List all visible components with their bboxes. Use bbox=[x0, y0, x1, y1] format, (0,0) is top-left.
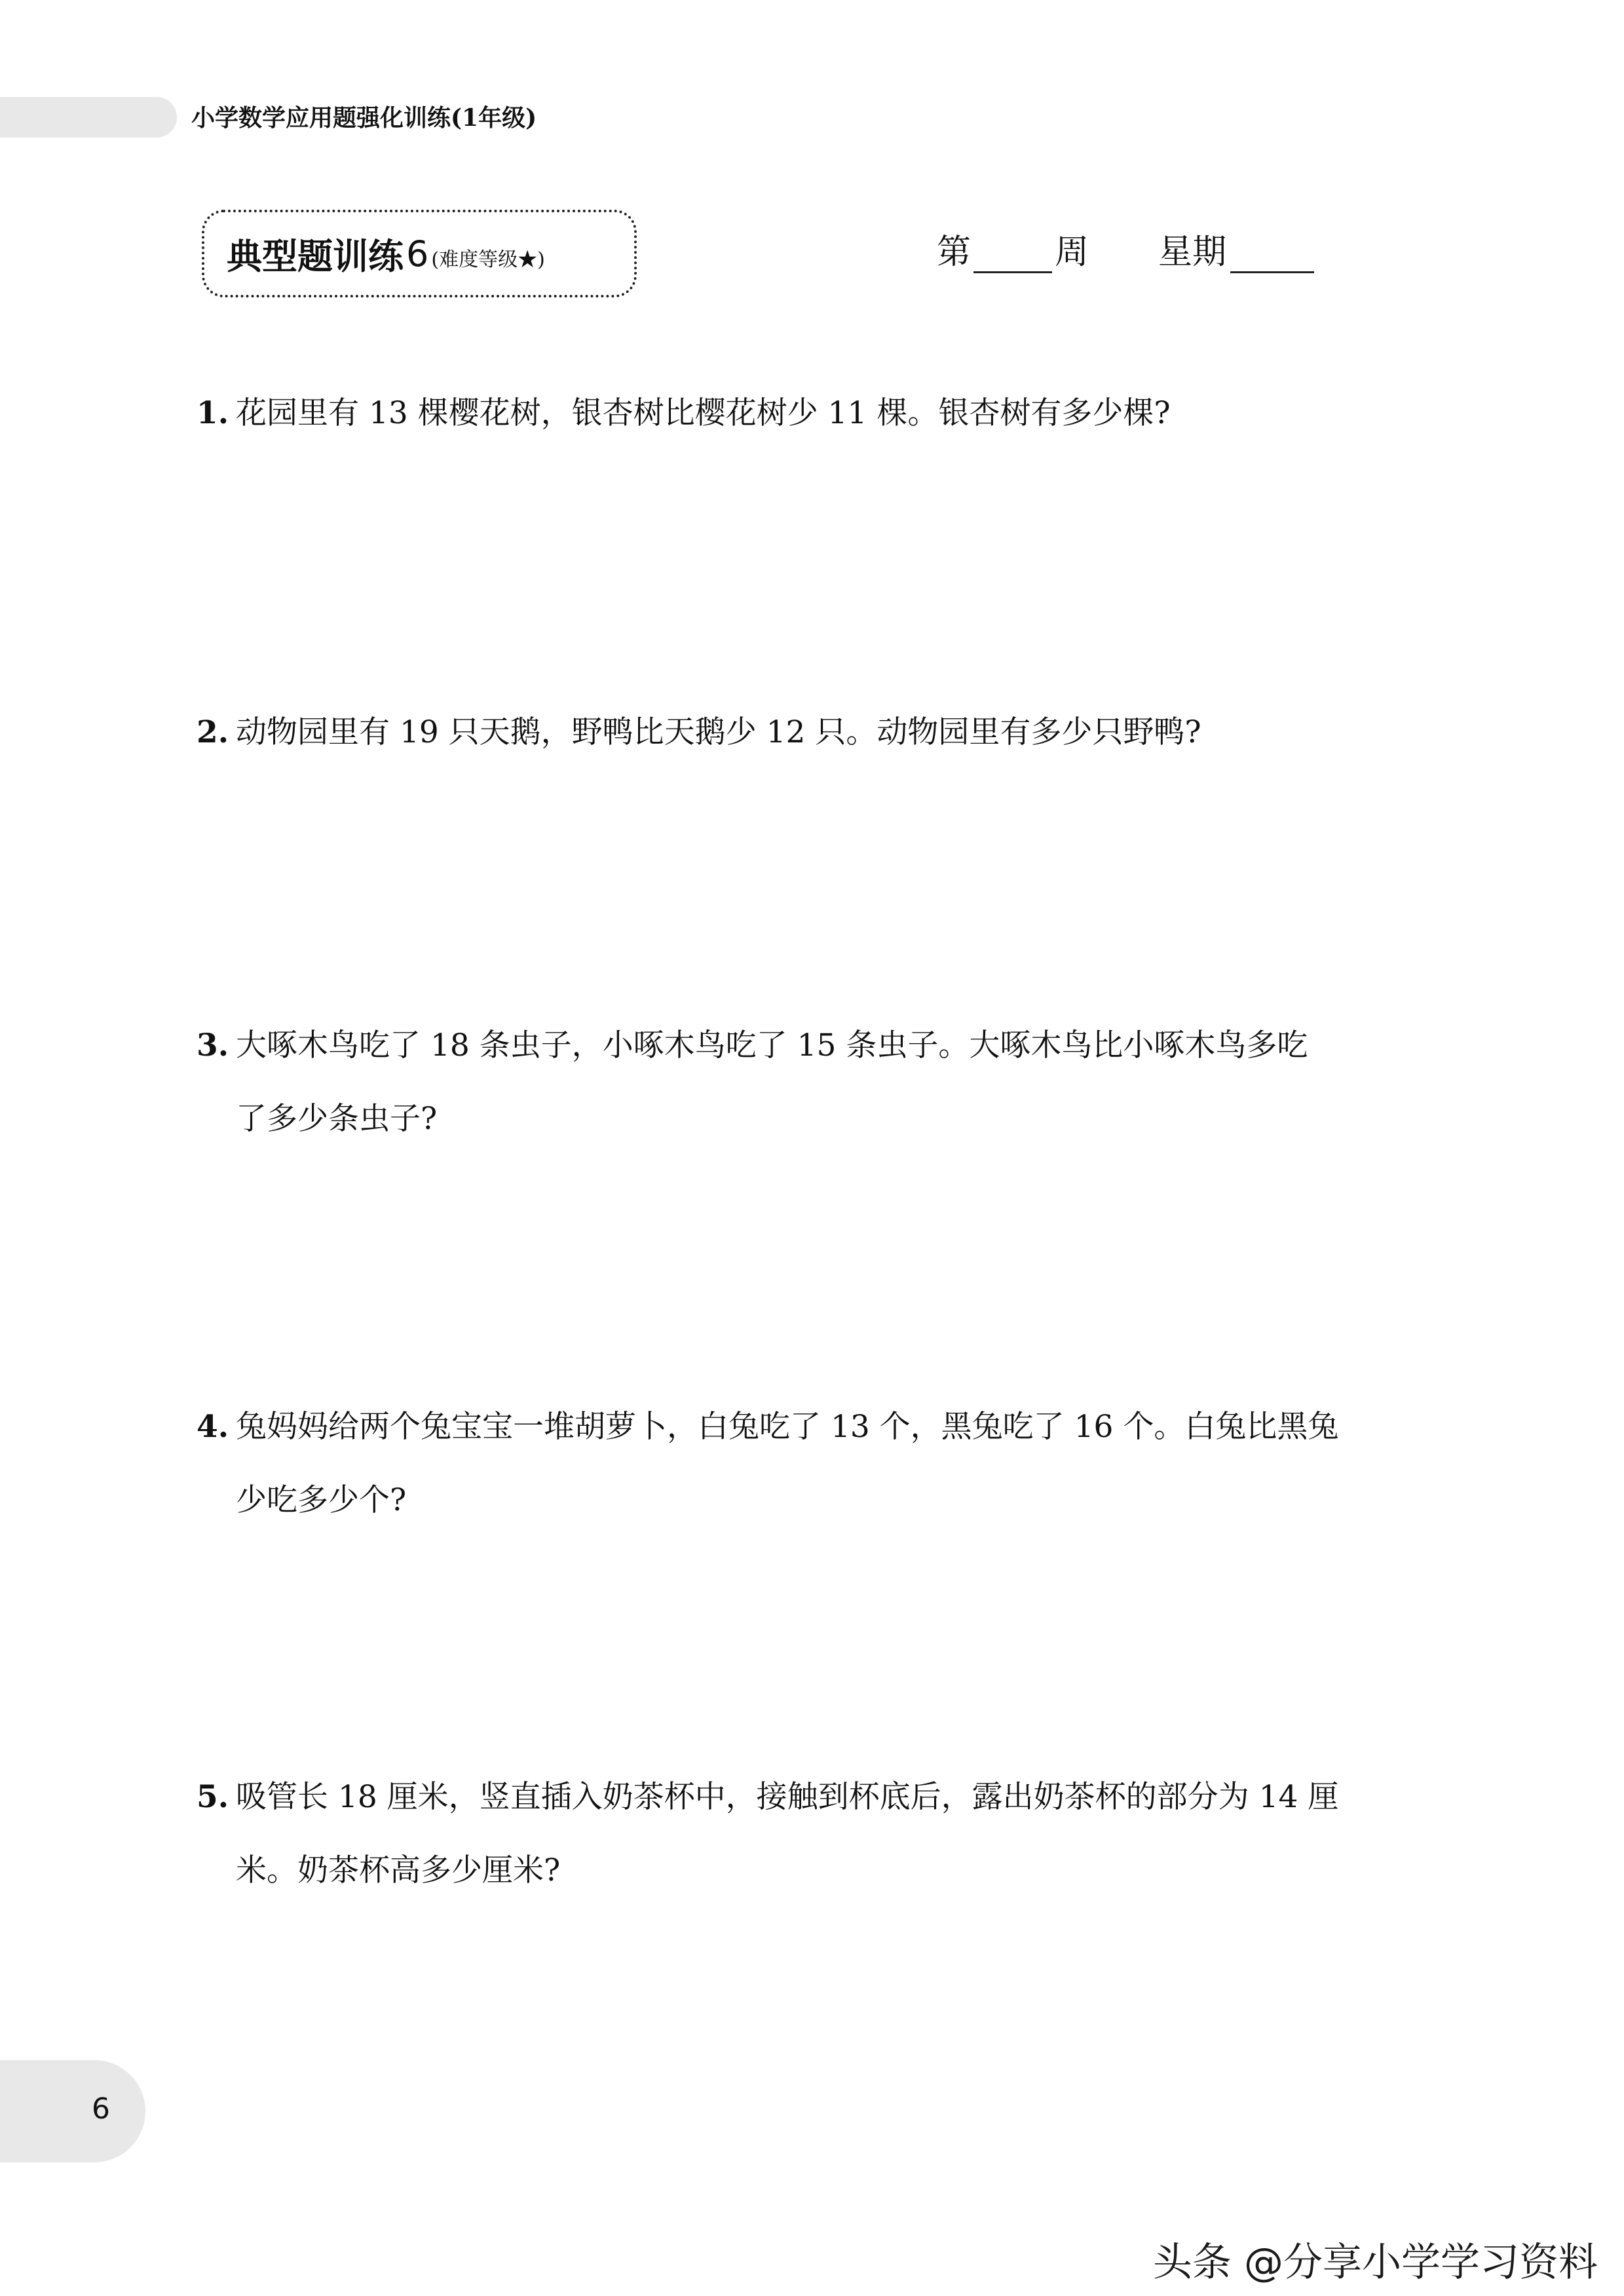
problem-text: 动物园里有 19 只天鹅，野鸭比天鹅少 12 只。动物园里有多少只野鸭? bbox=[236, 714, 1201, 750]
problem-text: 兔妈妈给两个兔宝宝一堆胡萝卜，白兔吃了 13 个，黑兔吃了 16 个。白兔比黑兔 bbox=[236, 1409, 1339, 1445]
header-tab bbox=[0, 97, 177, 138]
problem-text: 吸管长 18 厘米，竖直插入奶茶杯中，接触到杯底后，露出奶茶杯的部分为 14 厘 bbox=[236, 1779, 1339, 1815]
week-blank[interactable] bbox=[973, 225, 1052, 273]
problem-number: 2. bbox=[197, 714, 229, 750]
book-title: 小学数学应用题强化训练(1年级) bbox=[191, 104, 537, 132]
running-header bbox=[0, 97, 721, 138]
problem-text: 大啄木鸟吃了 18 条虫子，小啄木鸟吃了 15 条虫子。大啄木鸟比小啄木鸟多吃 bbox=[236, 1027, 1308, 1063]
problem-number: 1. bbox=[197, 395, 229, 431]
section-number: 6 bbox=[406, 233, 429, 275]
problem-number: 4. bbox=[197, 1409, 229, 1445]
problem-text-continued: 米。奶茶杯高多少厘米? bbox=[236, 1852, 561, 1888]
problem-3 bbox=[197, 1009, 1454, 1156]
weekday-blank[interactable] bbox=[1230, 225, 1314, 273]
section-title: 典型题训练 bbox=[227, 235, 404, 277]
problem-number: 5. bbox=[197, 1779, 229, 1815]
weekday-label: 星期 bbox=[1158, 233, 1227, 272]
problem-text-continued: 了多少条虫子? bbox=[236, 1101, 438, 1137]
section-heading-box bbox=[202, 210, 637, 297]
week-label: 周 bbox=[1055, 233, 1089, 272]
problem-5 bbox=[197, 1761, 1454, 1907]
watermark: 头条 @分享小学学习资料 bbox=[1152, 2240, 1598, 2286]
problem-number: 3. bbox=[197, 1027, 229, 1063]
di-label: 第 bbox=[937, 233, 972, 272]
problem-2 bbox=[197, 696, 1454, 769]
problem-1 bbox=[197, 377, 1454, 450]
problem-text: 花园里有 13 棵樱花树，银杏树比樱花树少 11 棵。银杏树有多少棵? bbox=[236, 395, 1171, 431]
page-number: 6 bbox=[92, 2092, 110, 2126]
problem-4 bbox=[197, 1390, 1454, 1537]
problem-text-continued: 少吃多少个? bbox=[236, 1482, 407, 1518]
page-number-tab bbox=[0, 2060, 145, 2162]
date-fill-in bbox=[937, 224, 1314, 273]
difficulty-label: (难度等级★) bbox=[431, 248, 545, 271]
